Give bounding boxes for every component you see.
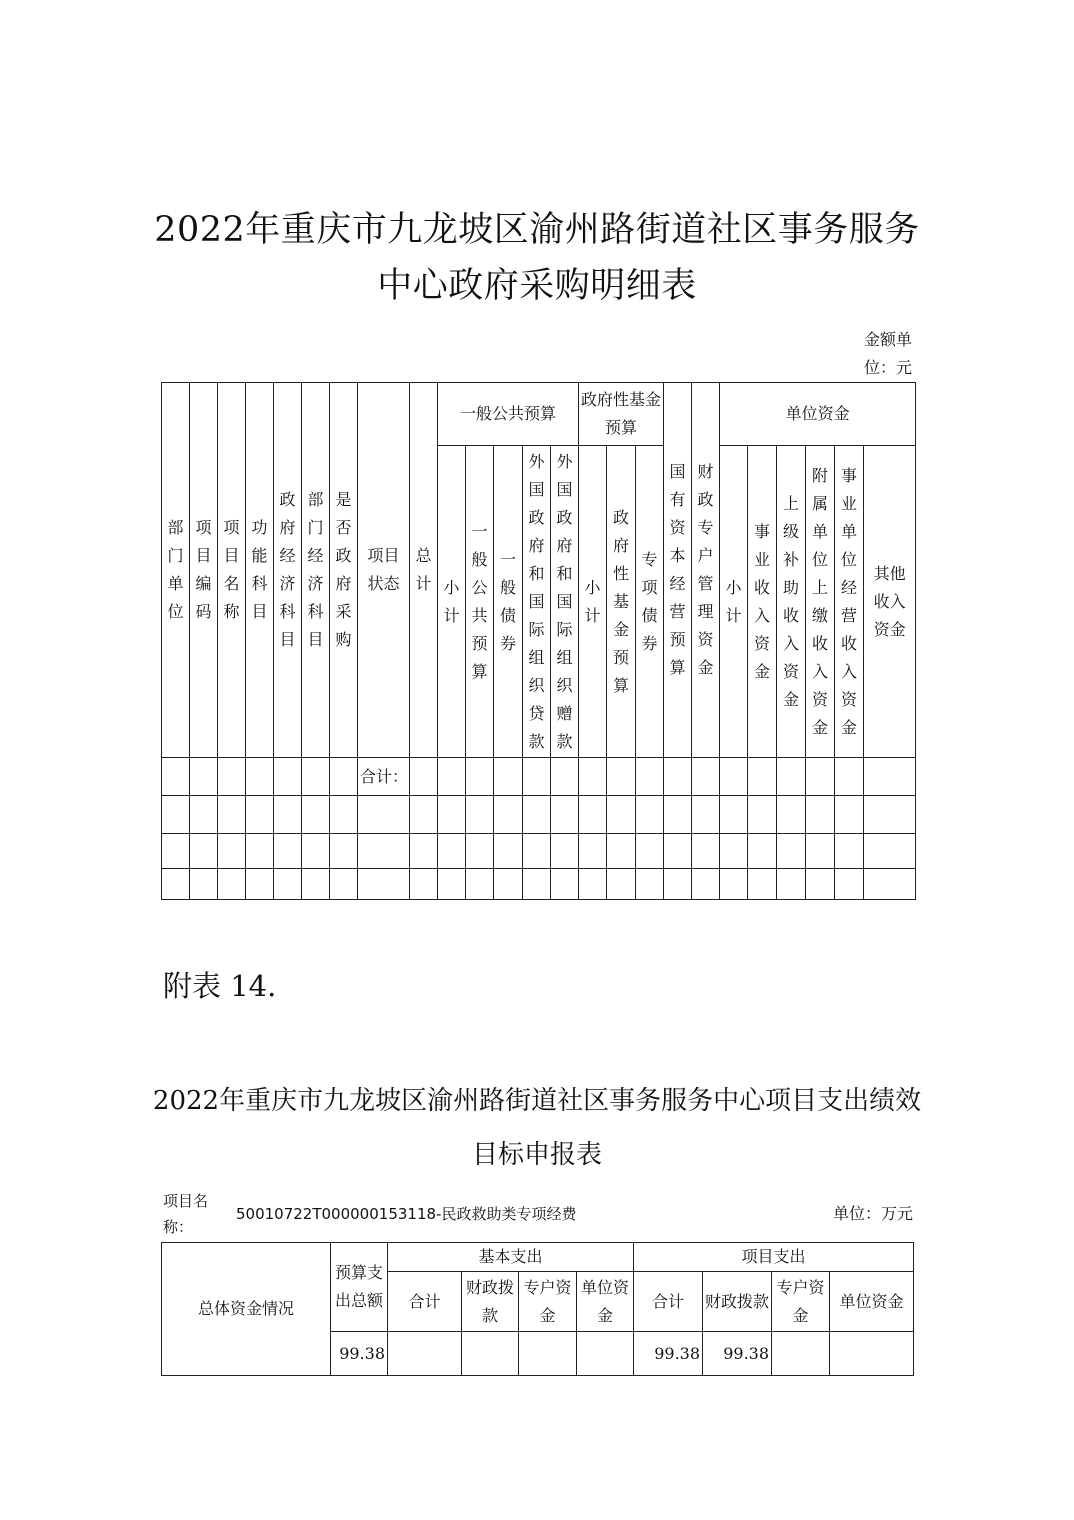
fund-summary-table [161,1242,914,1376]
appendix-label: 附表 14. [163,969,277,1003]
basic-col-fiscal: 财政拨款 [462,1272,519,1332]
header-dept-econ-subject: 部门经济科目 [302,383,330,758]
project-col-total: 合计 [634,1272,703,1332]
page-title-line2: 中心政府采购明细表 [377,266,697,306]
header-general-budget: 一般公共预算 [438,383,579,446]
table-row [162,796,916,834]
page-title: 2022年重庆市九龙坡区渝州路街道社区事务服务 [154,210,920,250]
basic-expenditure-header: 基本支出 [388,1243,634,1272]
project-col-fiscal: 财政拨款 [703,1272,772,1332]
header-gb-general: 一般公共预算 [466,446,494,758]
header-uf-other: 其他收入资金 [864,446,916,758]
project-total-value: 99.38 [634,1332,703,1376]
header-project-name: 项目名称 [218,383,246,758]
header-gb-loan: 外国政府和国际组织贷款 [523,446,551,758]
project-name-label: 项目名 [163,1192,209,1210]
header-func-subject: 功能科目 [246,383,274,758]
budget-total-value: 99.38 [331,1332,388,1376]
project-name-label-line2: 称： [163,1218,194,1236]
header-uf-business: 事业收入资金 [748,446,777,758]
budget-total-header: 预算支出总额 [331,1243,388,1332]
project-unit-value [830,1332,914,1376]
project-fiscal-value: 99.38 [703,1332,772,1376]
header-state-capital: 国有资本经营预算 [664,383,692,758]
header-fiscal-special: 财政专户管理资金 [692,383,720,758]
header-gb-bond: 一般债券 [494,446,523,758]
header-gb-subtotal: 小计 [438,446,466,758]
form-title: 2022年重庆市九龙坡区渝州路街道社区事务服务中心项目支出绩效 [152,1086,922,1116]
header-is-gov-purchase: 是否政府采购 [330,383,358,758]
header-uf-operating: 事业单位经营收入资金 [835,446,864,758]
header-dept-unit: 部门单位 [162,383,190,758]
basic-col-total: 合计 [388,1272,462,1332]
procurement-detail-table [161,382,916,900]
header-gb-grant: 外国政府和国际组织赠款 [551,446,579,758]
header-uf-affiliate: 附属单位上缴收入资金 [806,446,835,758]
basic-fiscal-value [462,1332,519,1376]
project-col-unit: 单位资金 [830,1272,914,1332]
table-row [162,834,916,869]
unit-label: 单位：万元 [832,1204,913,1223]
basic-special-value [519,1332,577,1376]
header-gov-fund-budget: 政府性基金预算 [579,383,664,446]
header-gf-bond: 专项债券 [636,446,664,758]
basic-total-value [388,1332,462,1376]
form-title-line2: 目标申报表 [471,1140,602,1170]
basic-col-unit: 单位资金 [577,1272,634,1332]
project-name-value: 50010722T000000153118-民政救助类专项经费 [236,1205,577,1223]
amount-unit-label: 金额单 [863,330,912,349]
table-row-total [162,758,916,796]
header-project-status: 项目状态 [358,383,410,758]
header-gov-econ-subject: 政府经济科目 [274,383,302,758]
header-uf-subtotal: 小计 [720,446,748,758]
basic-col-special: 专户资金 [519,1272,577,1332]
overall-funds-label: 总体资金情况 [162,1243,331,1376]
project-special-value [772,1332,830,1376]
header-uf-subsidy: 上级补助收入资金 [777,446,806,758]
basic-unit-value [577,1332,634,1376]
project-col-special: 专户资金 [772,1272,830,1332]
header-project-code: 项目编码 [190,383,218,758]
project-expenditure-header: 项目支出 [634,1243,914,1272]
table-row [162,869,916,900]
header-total: 总计 [410,383,438,758]
header-unit-funds: 单位资金 [720,383,916,446]
total-label: 合计： [358,758,410,796]
header-gf-subtotal: 小计 [579,446,607,758]
amount-unit-value: 位：元 [863,358,912,377]
header-gf-fund: 政府性基金预算 [607,446,636,758]
